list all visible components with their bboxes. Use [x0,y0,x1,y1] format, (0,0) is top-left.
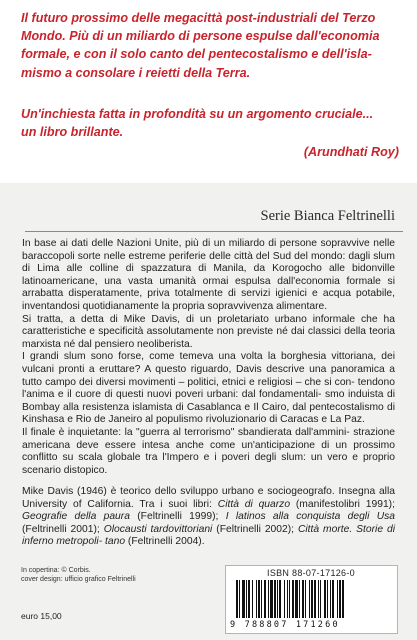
synopsis-paragraph-2 [22,314,395,352]
text-line: tendono l'anima e il cuore di questi nuovi poveri urbani: dal fondamentali- [22,376,395,401]
author-bio [22,486,395,549]
text-line: e proprio scenario distopico. [22,452,396,476]
text-line: pentecostalismo di Kinshasa e Rio de Janeiro al populismo rivoluzionario di [22,401,395,426]
bio-text: (Feltrinelli 1999); [129,511,226,523]
text-line: prossimo conflitto su scala globale tra l'Impero e i poveri degli slum: un vero [22,439,395,464]
barcode-icon [236,580,388,618]
bio-text: Mike Davis (1946) è teorico dello sviluppo urbano e sociogeografo. Insegna alla [22,486,395,497]
text-line: dagli slum di Lima alle colline di spazzatura di Manila, da Korogocho alle [22,250,395,275]
cover-credits [21,567,221,584]
isbn-label: ISBN 88-07-17126-0 [267,568,355,578]
book-title: della paura [74,511,130,523]
quote-line: Il futuro prossimo delle megacittà post-industriali del Terzo [21,11,376,25]
text-line: vulcani pronti a eruttare? A questo riguardo, Davis descrive una panoramica [22,363,385,375]
text-line: strazione americana deve essere intesa anche come un'anticipazione di un [22,426,395,451]
synopsis-paragraph-4 [22,427,395,477]
bio-text: (Feltrinelli 2001); [22,523,100,535]
review-line: un libro brillante. [21,125,124,140]
bio-text: (Feltrinelli 2002); [212,523,298,535]
text-line: acqua potabile, inventandosi quotidianamente la propria sopravvivenza [22,288,395,312]
barcode-panel [225,565,398,634]
back-cover-top [0,0,417,183]
credit-line: cover design: ufficio grafico Feltrinelli [21,575,136,583]
review-line: Un'inchiesta fatta in profondità su un argomento cruciale... [21,107,374,121]
book-title: Città di quarzo [217,498,291,510]
text-line: teoria marxista né dal pensiero neoliberista. [22,326,395,350]
price: euro 15,00 [21,611,62,621]
divider-rule [25,231,403,232]
quote-line: Mondo. Più di un miliardo di persone espulse dall'economia [21,29,380,44]
synopsis-paragraph-1 [22,238,395,314]
bio-text: (manifestolibri 1991); [290,498,395,510]
series-title: Serie Bianca Feltrinelli [260,208,395,224]
quote-line: mismo a consolare i reietti della Terra. [21,65,251,80]
review-quote [21,105,403,141]
cover-quote [21,9,403,82]
synopsis [22,238,395,477]
text-line: Caracas e La Paz. [280,414,365,426]
book-title: Olocausti tardovittoriani [103,523,213,535]
book-title: Geografie [22,511,68,523]
synopsis-paragraph-3 [22,351,395,427]
text-line: Il finale è inquietante: la "guerra al terrorismo" sbandierata dall'ammini- [22,426,350,438]
text-line: alimentare. [276,300,328,312]
text-line: Si tratta, a detta di Mike Davis, di un proletariato urbano informale che ha [22,313,395,325]
text-line: formale si arrabatta disperatamente, priva totalmente di servizi igienici e [22,275,395,300]
text-line: a tutto campo dei diversi movimenti – politici, etnici e religiosi – che si con- [22,363,395,388]
book-title: tano [105,536,126,548]
credit-line: In copertina: © Corbis. [21,567,91,574]
bio-text: (Feltrinelli 2004). [125,536,205,548]
text-line: In base ai dati delle Nazioni Unite, più di un miliardo di persone sopravvive [22,238,370,249]
text-line: caratteristiche e specificità assolutamente non previste né dai classici della [22,326,367,338]
book-title: I latinos alla conquista degli Usa [225,511,396,523]
text-line: I grandi slum sono forse, come temeva una volta la borghesia vittoriana, dei [22,351,395,363]
book-title: Città morte. Storie di inferno metropoli- [22,523,395,548]
text-line: bidonville latinoamericane, una vasta umanità ormai espulsa dall'economia [22,263,395,287]
barcode-number: 9 788807 171260 [230,620,340,630]
bio-text: University of California. Tra i suoi libri: [22,498,218,510]
text-line: nelle baraccopoli sorte nelle estreme periferie delle città del Sud del mondo: [22,238,395,262]
review-author: (Arundhati Roy) [303,145,399,159]
text-line: smo induista di Bombay alla resistenza islamista di Casablanca e Il Cairo, dal [22,389,395,413]
quote-line: formale, e con il solo canto del pentecostalismo e dell'isla- [21,47,372,62]
